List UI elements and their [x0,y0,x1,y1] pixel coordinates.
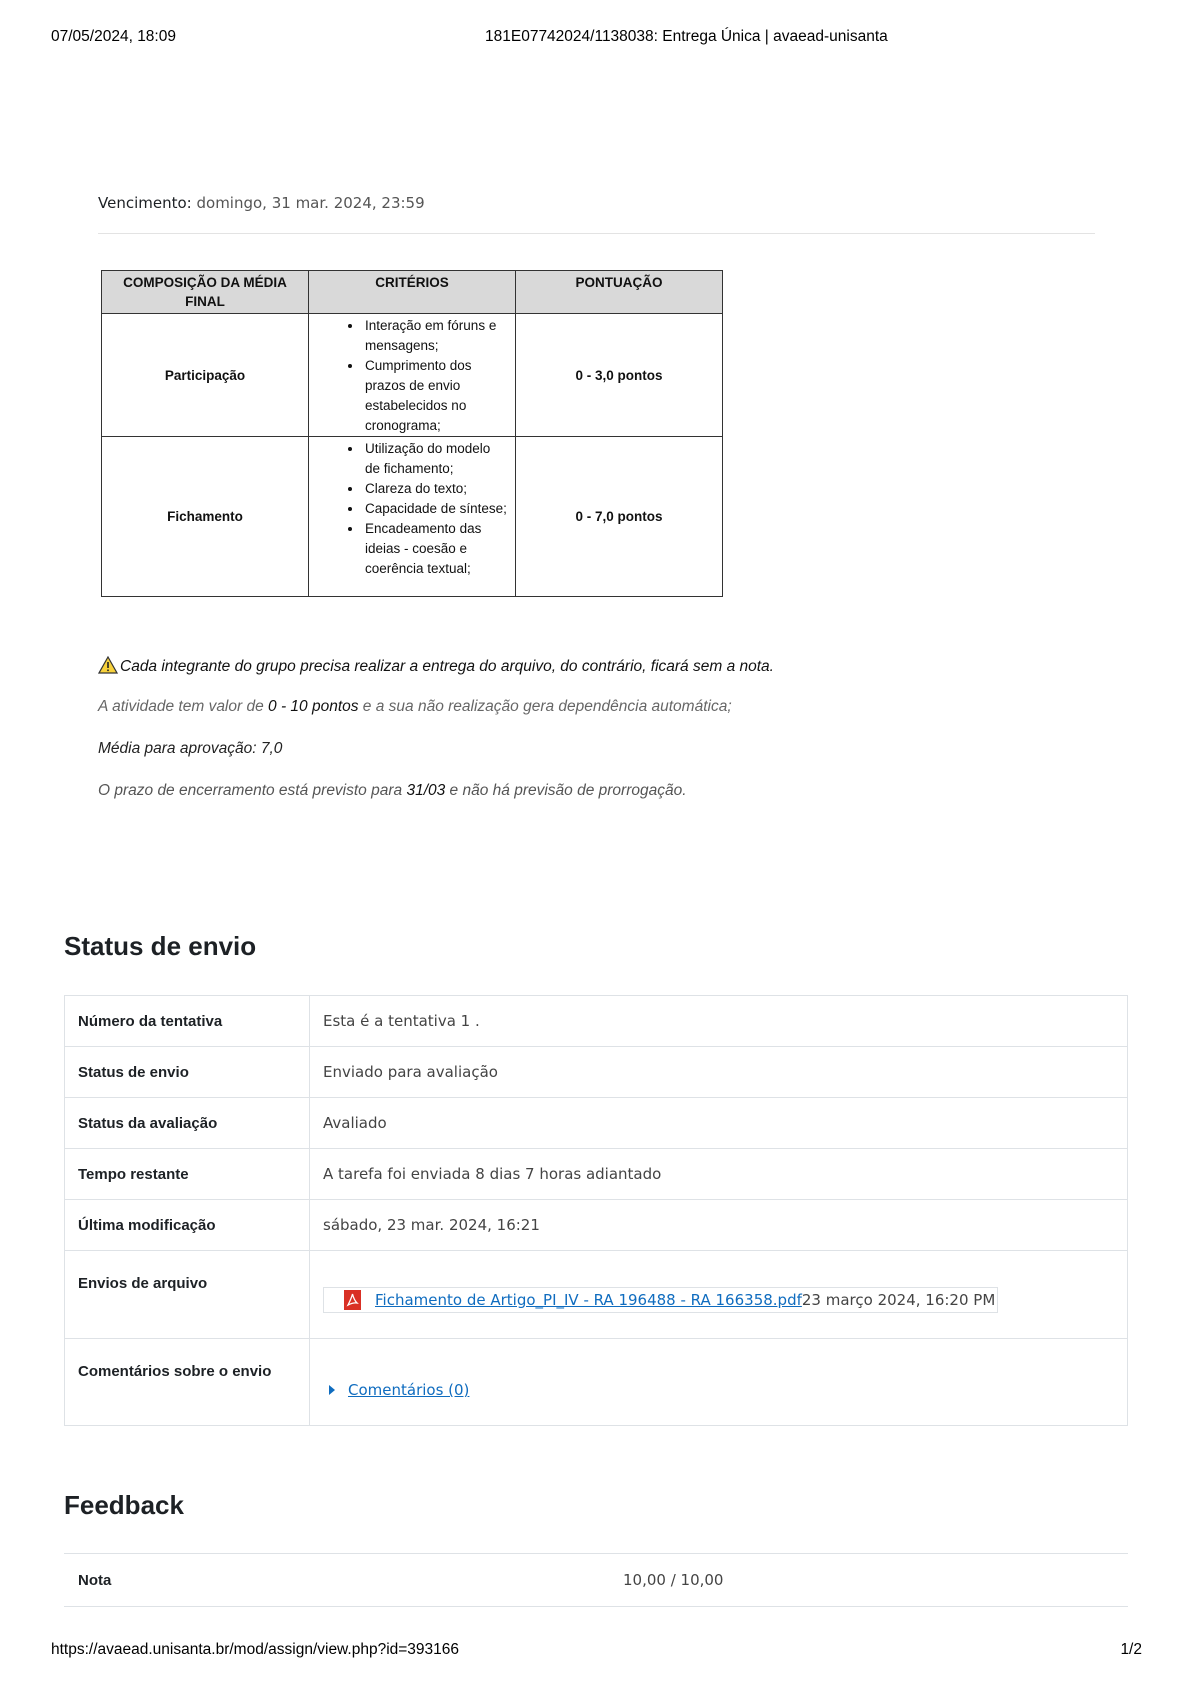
warning-text: Cada integrante do grupo precisa realizar a entrega do arquivo, do contrário, ficará sem a nota. [120,658,774,675]
due-label: Vencimento: [98,194,192,212]
due-value: domingo, 31 mar. 2024, 23:59 [196,194,425,212]
attempt-value: Esta é a tentativa 1 . [310,996,1128,1047]
submission-comments-label: Comentários sobre o envio [65,1339,310,1426]
submission-status-value: Enviado para avaliação [310,1047,1128,1098]
due-date [98,194,425,212]
criteria-list [309,314,516,437]
feedback-heading: Feedback [64,1490,184,1520]
last-modified-label: Última modificação [65,1200,310,1251]
file-submissions-value [310,1251,1128,1339]
file-entry [323,1287,998,1313]
submission-status-heading: Status de envio [64,931,257,961]
table-row [65,996,1128,1047]
criteria-component: Fichamento [102,437,309,597]
criteria-score: 0 - 3,0 pontos [516,314,723,437]
criteria-row [102,314,723,437]
criteria-item: • Interação em fóruns e mensagens; [363,316,509,356]
value-note-bold: 0 - 10 pontos [268,698,359,715]
submission-comments-value [310,1339,1128,1426]
criteria-row [102,437,723,597]
comments-toggle[interactable] [329,1381,469,1399]
table-row [65,1200,1128,1251]
criteria-header: PONTUAÇÃO [516,271,723,314]
criteria-table [101,270,723,597]
table-row [64,1554,1128,1607]
table-row [65,1047,1128,1098]
feedback-table [64,1553,1128,1607]
criteria-header: COMPOSIÇÃO DA MÉDIA FINAL [102,271,309,314]
deadline-note-pre: O prazo de encerramento está previsto para [98,782,407,799]
table-row [65,1098,1128,1149]
file-submissions-label: Envios de arquivo [65,1251,310,1339]
criteria-score: 0 - 7,0 pontos [516,437,723,597]
grading-status-value: Avaliado [310,1098,1128,1149]
divider [98,233,1095,234]
deadline-note-post: e não há previsão de prorrogação. [445,782,687,799]
criteria-item: • Clareza do texto; [363,479,509,499]
time-remaining-value: A tarefa foi enviada 8 dias 7 horas adiantado [310,1149,1128,1200]
pdf-file-icon [344,1290,361,1310]
deadline-note-bold: 31/03 [406,782,446,799]
warning-triangle-icon [98,656,118,674]
table-row [65,1339,1128,1426]
deadline-note [98,782,687,800]
criteria-item: • Cumprimento dos prazos de envio estabelecidos no cronograma; [363,356,509,436]
print-url: https://avaead.unisanta.br/mod/assign/view.php?id=393166 [51,1641,460,1658]
table-row [65,1251,1128,1339]
comments-link[interactable]: Comentários (0) [348,1381,470,1399]
criteria-header: CRITÉRIOS [309,271,516,314]
value-note-pre: A atividade tem valor de [98,698,269,715]
last-modified-value: sábado, 23 mar. 2024, 16:21 [310,1200,1128,1251]
criteria-list [309,437,516,597]
value-note [98,698,732,716]
print-datetime: 07/05/2024, 18:09 [51,28,176,45]
submission-status-table [64,995,1128,1426]
value-note-post: e a sua não realização gera dependência automática; [358,698,732,715]
file-date: 23 março 2024, 16:20 PM [801,1291,996,1309]
submission-status-label: Status de envio [65,1047,310,1098]
criteria-header-row [102,271,723,314]
criteria-item: • Capacidade de síntese; [363,499,509,519]
warning-note [98,656,774,676]
approval-note: Média para aprovação: 7,0 [98,740,283,757]
criteria-item: • Utilização do modelo de fichamento; [363,439,509,479]
grade-label: Nota [64,1554,622,1607]
print-page-title: 181E07742024/1138038: Entrega Única | avaead-unisanta [485,28,888,45]
grading-status-label: Status da avaliação [65,1098,310,1149]
criteria-item: • Encadeamento das ideias - coesão e coerência textual; [363,519,509,579]
file-link[interactable]: Fichamento de Artigo_PI_IV - RA 196488 - RA 166358.pdf [375,1291,802,1309]
print-page-number: 1/2 [1120,1641,1142,1658]
grade-value: 10,00 / 10,00 [622,1554,1128,1607]
triangle-right-icon [329,1385,335,1395]
attempt-label: Número da tentativa [65,996,310,1047]
criteria-component: Participação [102,314,309,437]
time-remaining-label: Tempo restante [65,1149,310,1200]
table-row [65,1149,1128,1200]
